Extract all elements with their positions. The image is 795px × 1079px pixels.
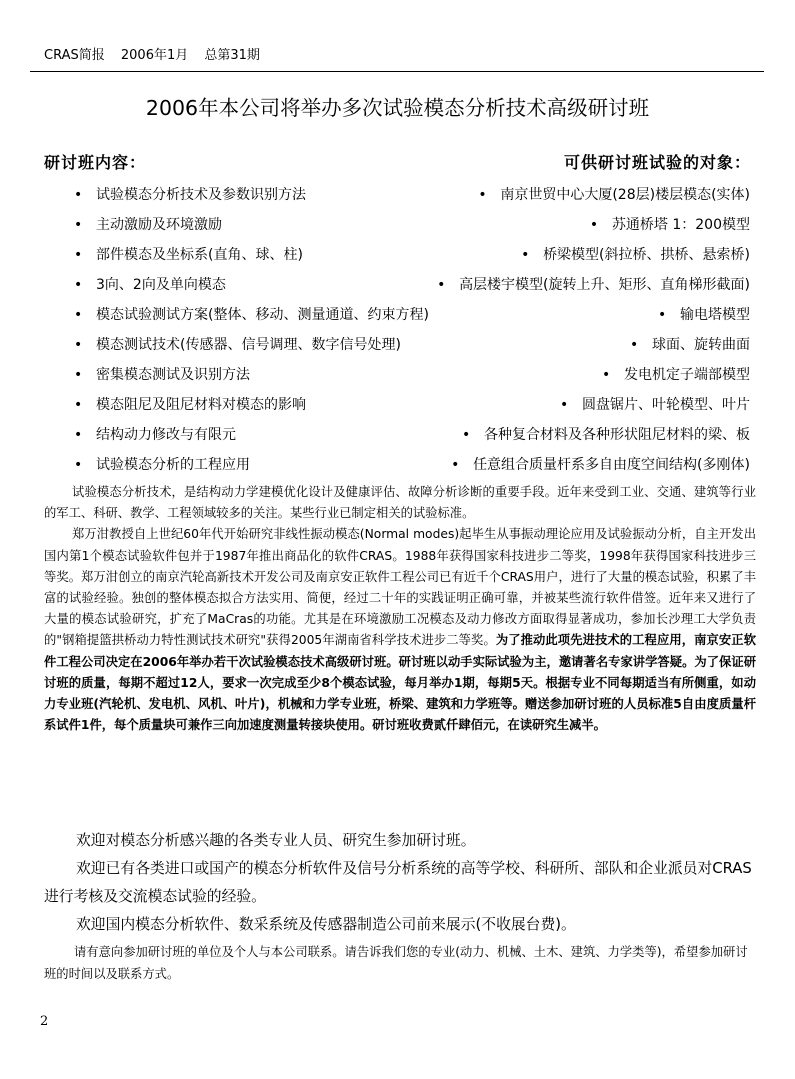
test-object: 高层楼宇模型(旋转上升、矩形、直角梯形截面) — [459, 277, 750, 293]
bullet: • — [462, 427, 471, 443]
list-item — [437, 270, 750, 300]
bullet: • — [451, 457, 460, 473]
contact-paragraph: 请有意向参加研讨班的单位及个人与本公司联系。请告诉我们您的专业(动力、机械、土木、建筑、力学类等)，希望参加研讨班的时间以及联系方式。 — [44, 945, 748, 981]
test-object: 输电塔模型 — [680, 307, 750, 323]
test-object: 发电机定子端部模型 — [624, 367, 750, 383]
list-item — [437, 420, 750, 450]
list-item — [437, 330, 750, 360]
list-item — [437, 360, 750, 390]
page-number: 2 — [40, 1014, 49, 1029]
list-item — [74, 390, 429, 420]
history-paragraph — [44, 524, 756, 736]
test-objects-heading: 可供研讨班试验的对象： — [563, 153, 751, 172]
bullet: • — [74, 367, 83, 383]
issue-date: 2006年1月 — [120, 48, 189, 63]
list-item — [74, 270, 429, 300]
course-topic: 主动激励及环境激励 — [96, 217, 222, 233]
list-item — [74, 420, 429, 450]
bullet: • — [630, 337, 639, 353]
course-topic: 试验模态分析的工程应用 — [96, 457, 250, 473]
test-object: 圆盘锯片、叶轮模型、叶片 — [582, 397, 750, 413]
journal-name: CRAS简报 — [44, 48, 105, 63]
course-topic: 3向、2向及单向模态 — [96, 277, 226, 293]
list-item — [74, 240, 429, 270]
course-content-heading: 研讨班内容： — [44, 153, 147, 172]
announcement-text: 为了推动此项先进技术的工程应用，南京安正软件工程公司决定在2006年举办若干次试验模态技术高级研讨班。研讨班以动手实际试验为主，邀请著名专家讲学答疑。为了保证研讨班的质量，每期不超过12人，要求一次完成至少8个模态试验，每月举办1期，每期5天。根据专业不同每期适当有所侧重，如动力专业班(汽轮机、发电机、风机、叶片)，机械和力学专业班，桥梁、建筑和力学班等。赠送参加研讨班的人员标准5自由度质量杆系试件1件，每个质量块可兼作三向加速度测量转接块使用。研讨班收费贰仟肆佰元，在读研究生减半。 — [44, 633, 756, 733]
article-body — [44, 482, 756, 736]
list-item — [74, 180, 429, 210]
welcome-line: 欢迎国内模态分析软件、数采系统及传感器制造公司前来展示(不收展台费)。 — [76, 916, 576, 933]
bullet: • — [602, 367, 611, 383]
article-title: 2006年本公司将举办多次试验模态分析技术高级研讨班 — [145, 96, 650, 120]
test-object: 球面、旋转曲面 — [652, 337, 750, 353]
intro-paragraph: 试验模态分析技术，是结构动力学建模优化设计及健康评估、故障分析诊断的重要手段。近年来受到工业、交通、建筑等行业的军工、科研、教学、工程领域较多的关注。某些行业已制定相关的试验标准。 — [44, 485, 756, 521]
welcome-line: 欢迎对模态分析感兴趣的各类专业人员、研究生参加研讨班。 — [76, 832, 476, 849]
welcome-section — [44, 827, 756, 939]
list-item — [437, 180, 750, 210]
bullet: • — [658, 307, 667, 323]
header-rule — [30, 71, 764, 72]
list-item — [437, 450, 750, 480]
bullet: • — [560, 397, 569, 413]
list-item — [437, 390, 750, 420]
course-topic: 结构动力修改与有限元 — [96, 427, 236, 443]
course-topic: 模态试验测试方案(整体、移动、测量通道、约束方程) — [96, 307, 429, 323]
running-header — [44, 44, 272, 63]
bullet: • — [74, 217, 83, 233]
test-object: 各种复合材料及各种形状阻尼材料的梁、板 — [484, 427, 750, 443]
list-item — [74, 360, 429, 390]
list-item — [437, 210, 750, 240]
course-topic: 模态阻尼及阻尼材料对模态的影响 — [96, 397, 306, 413]
course-topic: 模态测试技术(传感器、信号调理、数字信号处理) — [96, 337, 401, 353]
bullet: • — [74, 427, 83, 443]
bullet: • — [74, 247, 83, 263]
contact-section — [44, 941, 756, 985]
course-content-list — [74, 180, 429, 480]
list-item — [437, 240, 750, 270]
test-object: 桥梁模型(斜拉桥、拱桥、悬索桥) — [543, 247, 750, 263]
bullet: • — [521, 247, 530, 263]
bullet: • — [74, 457, 83, 473]
issue-number: 总第31期 — [204, 48, 260, 63]
course-topic: 试验模态分析技术及参数识别方法 — [96, 187, 306, 203]
bullet: • — [589, 217, 599, 233]
list-item — [437, 300, 750, 330]
test-object: 南京世贸中心大厦(28层)楼层模态(实体) — [500, 187, 750, 203]
welcome-line: 欢迎已有各类进口或国产的模态分析软件及信号分析系统的高等学校、科研所、部队和企业派员对CRAS进行考核及交流模态试验的经验。 — [44, 860, 752, 905]
bullet: • — [74, 337, 83, 353]
bullet: • — [74, 277, 83, 293]
bullet: • — [74, 187, 83, 203]
bullet: • — [74, 397, 83, 413]
course-topic: 部件模态及坐标系(直角、球、柱) — [96, 247, 303, 263]
test-objects-list — [437, 180, 750, 480]
bullet: • — [437, 277, 446, 293]
test-object: 任意组合质量杆系多自由度空间结构(多刚体) — [473, 457, 750, 473]
list-item — [74, 450, 429, 480]
bullet: • — [478, 187, 487, 203]
history-text: 郑万泔教授自上世纪60年代开始研究非线性振动模态(Normal modes)起毕生从事振动理论应用及试验振动分析，自主开发出国内第1个模态试验软件包并于1987年推出商品化的软件CRAS。1988年获得国家科技进步二等奖，1998年获得国家科技进步三等奖。郑万泔创立的南京汽轮高新技术开发公司及南京安正软件工程公司已有近千个CRAS用户，进行了大量的模态试验，积累了丰富的试验经验。独创的整体模态拟合方法实用、简便，经过二十年的实践证明正确可靠，并被某些流行软件借签。近年来又进行了大量的模态试验研究，扩充了MaCras的功能。尤其是在环境激励工况模态及动力修改方面取得显著成功，参加长沙理工大学负责的"钢箱提篮拱桥动力特性测试技术研究"获得2005年湖南省科学技术进步二等奖。 — [44, 527, 756, 648]
bullet: • — [74, 307, 83, 323]
test-object: 苏通桥塔 1：200模型 — [611, 217, 750, 233]
list-item — [74, 210, 429, 240]
list-item — [74, 300, 429, 330]
list-item — [74, 330, 429, 360]
course-topic: 密集模态测试及识别方法 — [96, 367, 250, 383]
